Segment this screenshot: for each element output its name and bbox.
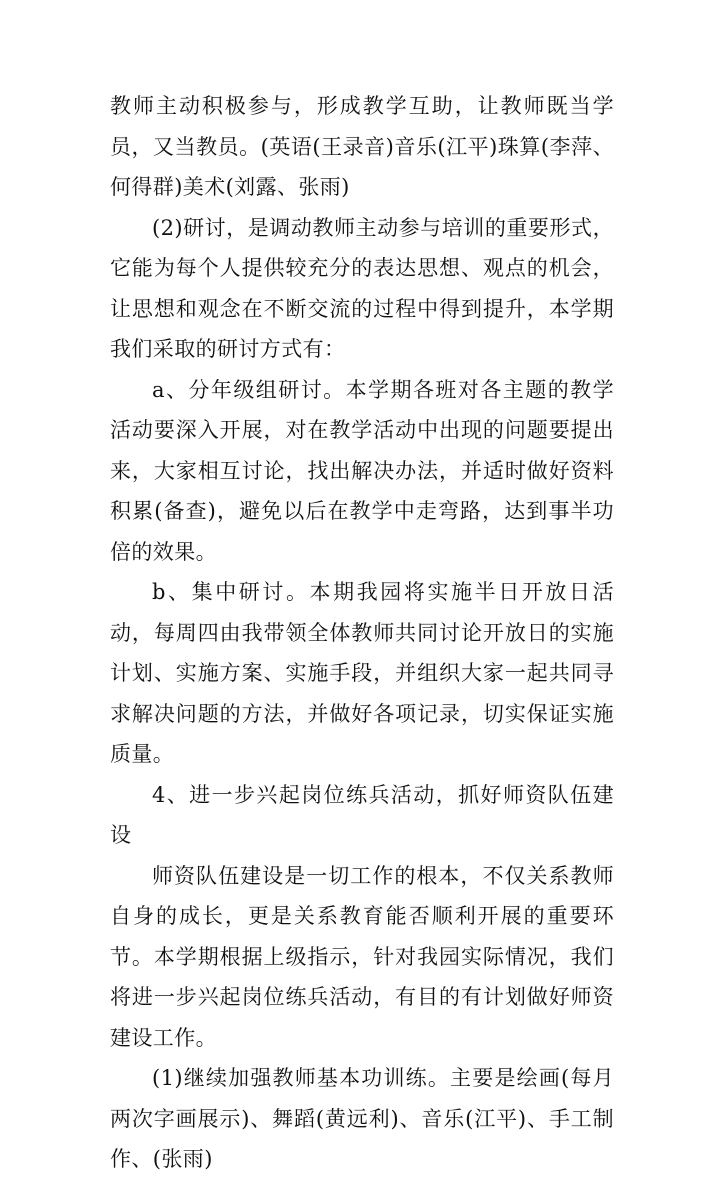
paragraph-staff-building: 师资队伍建设是一切工作的根本，不仅关系教师自身的成长，更是关系教育能否顺利开展的重要环节。本学期根据上级指示，针对我园实际情况，我们将进一步兴起岗位练兵活动，有目的有计划做好师资建设工作。 — [110, 863, 614, 1050]
paragraph-grade-group-discussion: a、分年级组研讨。本学期各班对各主题的教学活动要深入开展，对在教学活动中出现的问题要提出来，大家相互讨论，找出解决办法，并适时做好资料积累(备查)，避免以后在教学中走弯路，达到事半功倍的效果。 — [110, 377, 614, 564]
document-body — [110, 86, 614, 1180]
paragraph-discussion-intro: (2)研讨，是调动教师主动参与培训的重要形式，它能为每个人提供较充分的表达思想、观点的机会，让思想和观念在不断交流的过程中得到提升，本学期我们采取的研讨方式有： — [110, 215, 614, 361]
paragraph-basic-skills-training: (1)继续加强教师基本功训练。主要是绘画(每月两次字画展示)、舞蹈(黄远利)、音乐(江平)、手工制作、(张雨) — [110, 1066, 614, 1171]
paragraph-centralized-discussion: b、集中研讨。本期我园将实施半日开放日活动，每周四由我带领全体教师共同讨论开放日的实施计划、实施方案、实施手段，并组织大家一起共同寻求解决问题的方法，并做好各项记录，切实保证实施质量。 — [110, 580, 614, 766]
paragraph-continued-training: 教师主动积极参与，形成教学互助，让教师既当学员，又当教员。(英语(王录音)音乐(江平)珠算(李萍、何得群)美术(刘露、张雨) — [110, 94, 614, 199]
section-heading-staff-building: 4、进一步兴起岗位练兵活动，抓好师资队伍建设 — [110, 782, 614, 847]
